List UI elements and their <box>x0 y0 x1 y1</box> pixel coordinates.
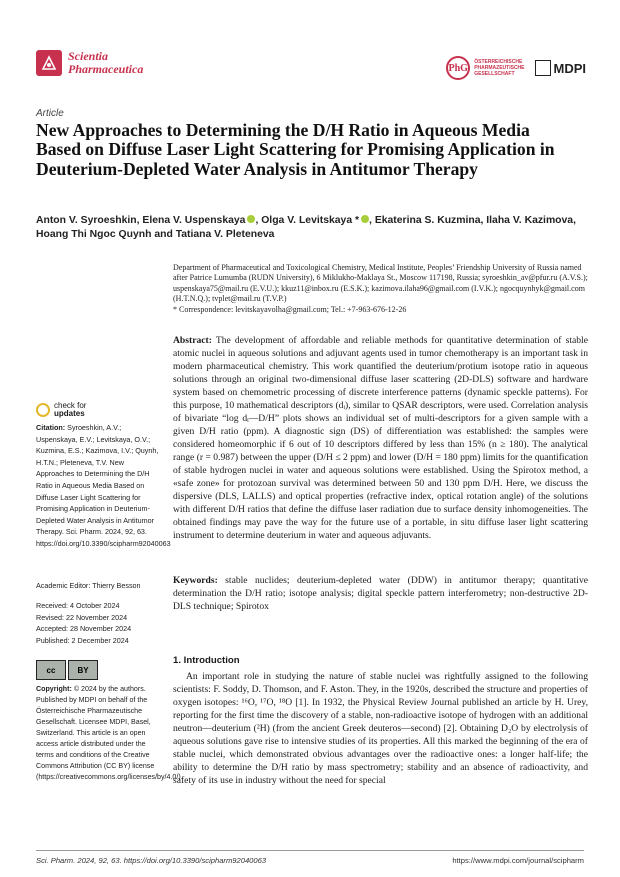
keywords-label: Keywords: <box>173 575 218 586</box>
journal-branding <box>36 50 143 76</box>
date-accepted: Accepted: 28 November 2024 <box>36 624 132 634</box>
phg-name-line: PHARMAZEUTISCHE <box>474 65 525 71</box>
author-list <box>36 214 586 242</box>
footer-divider <box>36 850 584 851</box>
check-updates-label: check for <box>54 401 87 410</box>
citation-label: Citation: <box>36 423 66 432</box>
publisher-logos <box>446 56 586 80</box>
affiliation-text: Department of Pharmaceutical and Toxicological Chemistry, Medical Institute, Peoples’ Friendship University of Russia named after Patrice Lumumba (RUDN University), 6 Miklukho-Maklaya St., Moscow 117198, Russia; syroeshkin_av@pfur.ru (A.V.S.); uspenskaya75@mail.ru (E.V.U.); kkuz11@inbox.ru (E.S.K.); kazimova.ilaha96@gmail.com (I.V.K.); ngocquynhyk@gmail.com (H.T.N.Q.); tvplet@mail.ru (T.V.P.) <box>173 263 588 304</box>
mdpi-box-icon <box>535 60 551 76</box>
copyright <box>36 684 183 783</box>
abstract-label: Abstract: <box>173 335 212 346</box>
cc-license-badge[interactable] <box>36 660 98 680</box>
article-type: Article <box>36 108 64 119</box>
check-for-updates[interactable] <box>36 402 86 418</box>
section-heading: 1. Introduction <box>173 655 240 666</box>
copyright-text: © 2024 by the authors. Published by MDPI on behalf of the Österreichische Pharmazeutische Gesellschaft. Licensee MDPI, Basel, Switzerland. This article is an open access article distributed under the terms and conditions of the Creative Commons Attribution (CC BY) license (https://creativecommons.org/licenses/by/4.0/). <box>36 685 183 781</box>
keywords-text: stable nuclides; deuterium-depleted water (DDW) in antitumor therapy; quantitative determination the D/H ratio; isotope analysis; digital speckle pattern interferometry; non-destructive 2D-DLS technique; Spirotox <box>173 575 588 612</box>
article-title: New Approaches to Determining the D/H Ratio in Aqueous Media Based on Diffuse Laser Light Scattering for Promising Application in Deuterium-Depleted Water Analysis in Antitumor Therapy <box>36 120 555 179</box>
footer <box>36 856 584 865</box>
citation <box>36 422 171 550</box>
journal-name: Scientia <box>68 49 109 63</box>
introduction-text: An important role in studying the nature of stable nuclei was rightfully assigned to the following scientists: F. Soddy, D. Thomson, and F. Aston. They, in the 1920s, described the structure and properties of oxygen isotopes: ¹⁶O, ¹⁷O, ¹⁸O [1]. In 1932, the Physical Review Journal published an article by H. Urey, reporting for the first time the discovery of a stable, non-radioactive isotope of hydrogen with an additional neutron—deuterium (²H) (from the ancient Greek deuteros—second) [2]. Obtaining D₂O by electrolysis of aqueous solutions gave rise to intensive studies of its properties. All this marked the beginning of the era of stable nuclei, which demonstrated obvious advantages over the radioactive ones: a longer half-life; the ability to determine the D/H ratio by mass spectrometry; stability and an absence of radioactivity, and safety of its use in industry without the need for special <box>173 671 588 786</box>
citation-text: Syroeshkin, A.V.; Uspenskaya, E.V.; Levitskaya, O.V.; Kuzmina, E.S.; Kazimova, I.V.; Quynh, H.T.N.; Pleteneva, T.V. New Approaches to Determining the D/H Ratio in Aqueous Media Based on Diffuse Laser Light Scattering for Promising Application in Deuterium-Depleted Water Analysis in Antitumor Therapy. Sci. Pharm. 2024, 92, 63. https://doi.org/10.3390/scipharm92040063 <box>36 423 171 548</box>
footer-journal-link[interactable]: https://www.mdpi.com/journal/scipharm <box>452 856 584 865</box>
publication-dates <box>36 600 160 646</box>
academic-editor: Academic Editor: Thierry Besson <box>36 581 141 590</box>
by-icon: BY <box>68 660 98 680</box>
orcid-icon[interactable] <box>361 215 369 223</box>
authors-text: Hoang Thi Ngoc Quynh and Tatiana V. Pleteneva <box>36 229 275 240</box>
journal-name: Pharmaceutica <box>68 62 144 76</box>
phg-logo <box>446 56 524 80</box>
check-updates-icon <box>36 403 50 417</box>
phg-name-line: GESELLSCHAFT <box>474 71 515 77</box>
date-received: Received: 4 October 2024 <box>36 601 120 610</box>
mdpi-text: MDPI <box>553 60 586 76</box>
abstract <box>173 334 588 542</box>
date-published: Published: 2 December 2024 <box>36 635 129 645</box>
footer-citation: Sci. Pharm. 2024, 92, 63. https://doi.org/10.3390/scipharm92040063 <box>36 856 267 865</box>
correspondence: * Correspondence: levitskayavolha@gmail.com; Tel.: +7-963-676-12-26 <box>173 304 407 314</box>
journal-logo-icon <box>36 50 62 76</box>
authors-text: Anton V. Syroeshkin, Elena V. Uspenskaya <box>36 215 246 226</box>
keywords <box>173 574 588 613</box>
cc-icon: cc <box>36 660 66 680</box>
phg-name-line: ÖSTERREICHISCHE <box>474 59 523 65</box>
phg-emblem-icon: PhG <box>446 56 470 80</box>
authors-text: , Olga V. Levitskaya * <box>255 215 360 226</box>
authors-text: , Ekaterina S. Kuzmina, Ilaha V. Kazimova, <box>369 215 576 226</box>
date-revised: Revised: 22 November 2024 <box>36 612 128 622</box>
abstract-text: The development of affordable and reliable methods for quantitative determination of stable atomic nuclei in aqueous solutions and adjuvant agents used in tumor chemotherapy is an important task in modern pharmaceutical chemistry. This work quantified the deuterium/protium isotope ratio in aqueous solutions through an original two-dimensional diffuse laser scattering (2D-DLS) software and hardware system based on chemometric processing of discrete interference patterns (dynamic speckle patterns). For this purpose, 10 mathematical descriptors (dᵢ), similar to QSAR descriptors, were used. Correlation analysis of bivariate “log dᵢ—D/H” plots shows an individual set of multi-descriptors for a given sample with a given D/H ratio (ppm). A diagnostic sign (DS) of differentiation was established: the samples were considered homeomorphic if 6 out of 10 descriptors differed by less than 15% (n ≥ 180). The analytical range (r = 0.987) between the upper (D/H ≤ 2 ppm) and lower (D/H = 180 ppm) limits for the quantification of stable hydrogen nuclei in water and aqueous solutions were established. Using the Spirotox method, a «safe zone» for protozoan survival was determined between 50 and 130 ppm D/H. Here, we discuss the dispersive (DLS, LALLS) and optical properties (refractive index, optical rotation angle) of the solutions with different D/H ratios that define the diffuse laser radiation due to surface density inhomogeneities. The obtained findings may pave the way for the future use of a portable, in situ diffuse laser light scattering instrument to determine deuterium in water and aqueous adjuvants. <box>173 335 588 541</box>
affiliation <box>173 263 588 315</box>
copyright-label: Copyright: <box>36 685 72 693</box>
mdpi-logo <box>535 60 587 76</box>
check-updates-label: updates <box>54 409 85 418</box>
